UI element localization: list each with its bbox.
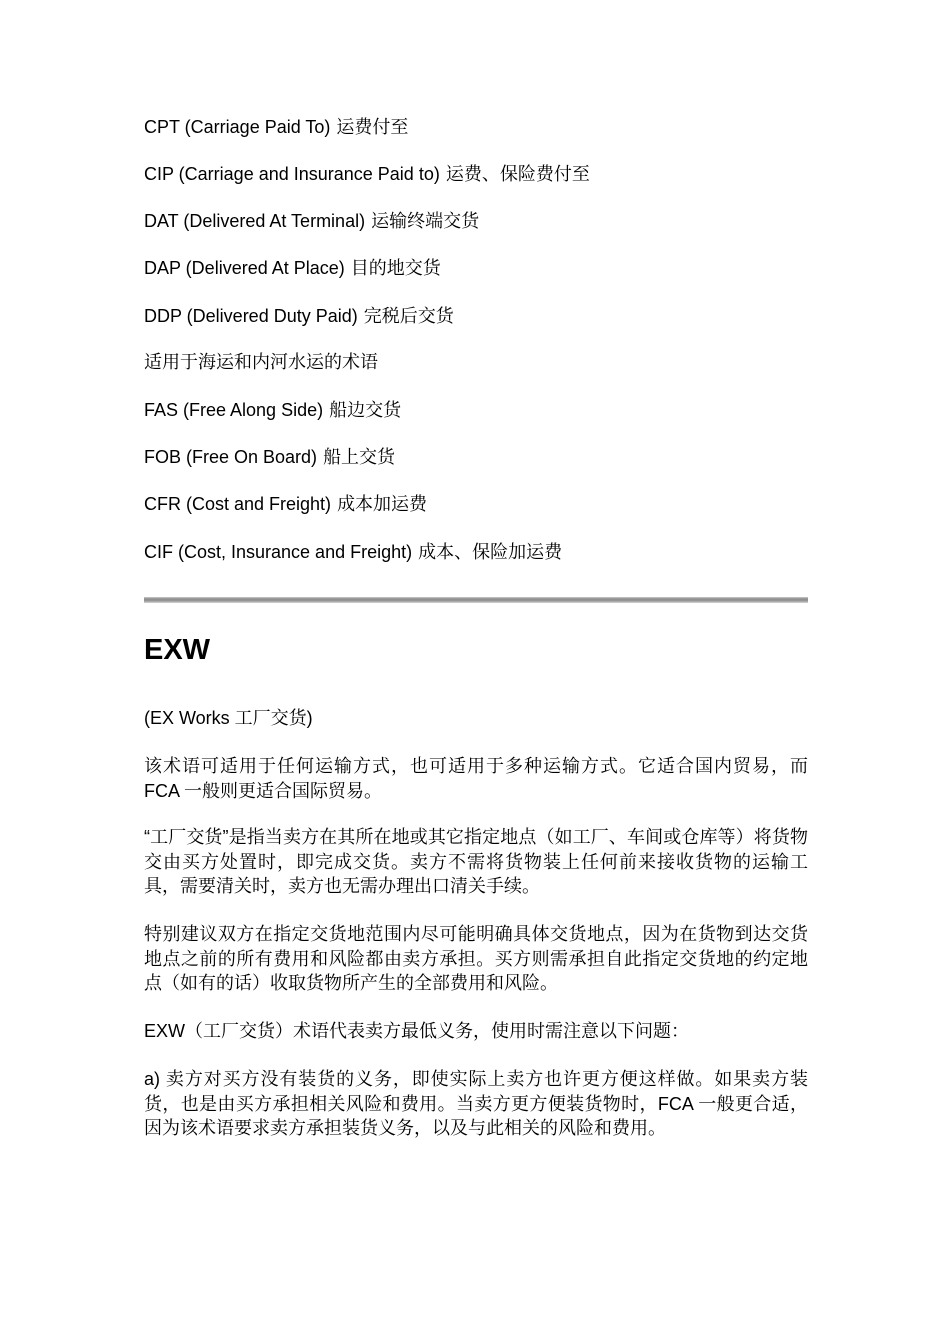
term-code: CIP (Carriage and Insurance Paid to) [144, 164, 440, 184]
term-ddp [144, 304, 454, 328]
term-cip [144, 162, 590, 186]
section-title: EXW [144, 634, 211, 666]
paragraph-4: EXW（工厂交货）术语代表卖方最低义务，使用时需注意以下问题： [144, 1021, 689, 1041]
term-fas [144, 398, 401, 422]
term-chinese: 运输终端交货 [371, 211, 480, 231]
term-code: CPT (Carriage Paid To) [144, 117, 331, 137]
term-dat [144, 209, 479, 233]
paragraph-1: 该术语可适用于任何运输方式，也可适用于多种运输方式。它适合国内贸易，而 FCA 一般则更适合国际贸易。 [144, 756, 808, 801]
term-chinese: 船边交货 [329, 400, 402, 420]
term-chinese: 运费付至 [336, 117, 409, 137]
term-dap [144, 256, 441, 280]
term-code: DAP (Delivered At Place) [144, 258, 345, 278]
term-chinese: 完税后交货 [363, 306, 454, 326]
paragraph-3: 特别建议双方在指定交货地范围内尽可能明确具体交货地点，因为在货物到达交货地点之前的所有费用和风险都由卖方承担。买方则需承担自此指定交货地的约定地点（如有的话）收取货物所产生的全部费用和风险。 [144, 924, 808, 993]
term-chinese: 目的地交货 [350, 258, 441, 278]
term-chinese: 成本加运费 [337, 494, 428, 514]
sea-terms-heading: 适用于海运和内河水运的术语 [144, 352, 378, 372]
term-code: CIF (Cost, Insurance and Freight) [144, 542, 413, 562]
term-fob [144, 445, 395, 469]
term-cif [144, 540, 562, 564]
term-cpt [144, 115, 408, 139]
term-chinese: 成本、保险加运费 [418, 542, 563, 562]
term-code: CFR (Cost and Freight) [144, 494, 332, 514]
term-code: DAT (Delivered At Terminal) [144, 211, 366, 231]
term-chinese: 运费、保险费付至 [445, 164, 590, 184]
term-code: FAS (Free Along Side) [144, 400, 324, 420]
term-code: DDP (Delivered Duty Paid) [144, 306, 358, 326]
term-code: FOB (Free On Board) [144, 447, 318, 467]
section-subtitle: (EX Works 工厂交货) [144, 708, 313, 728]
paragraph-5: a) 卖方对买方没有装货的义务，即使实际上卖方也许更方便这样做。如果卖方装货，也是由买方承担相关风险和费用。当卖方更方便装货物时，FCA 一般更合适，因为该术语要求卖方承担装货义务，以及与此相关的风险和费用。 [144, 1069, 808, 1138]
term-cfr [144, 492, 427, 516]
paragraph-2: “工厂交货”是指当卖方在其所在地或其它指定地点（如工厂、车间或仓库等）将货物交由买方处置时，即完成交货。卖方不需将货物装上任何前来接收货物的运输工具，需要清关时，卖方也无需办理出口清关手续。 [144, 827, 808, 896]
term-chinese: 船上交货 [323, 447, 396, 467]
horizontal-rule [144, 597, 808, 603]
